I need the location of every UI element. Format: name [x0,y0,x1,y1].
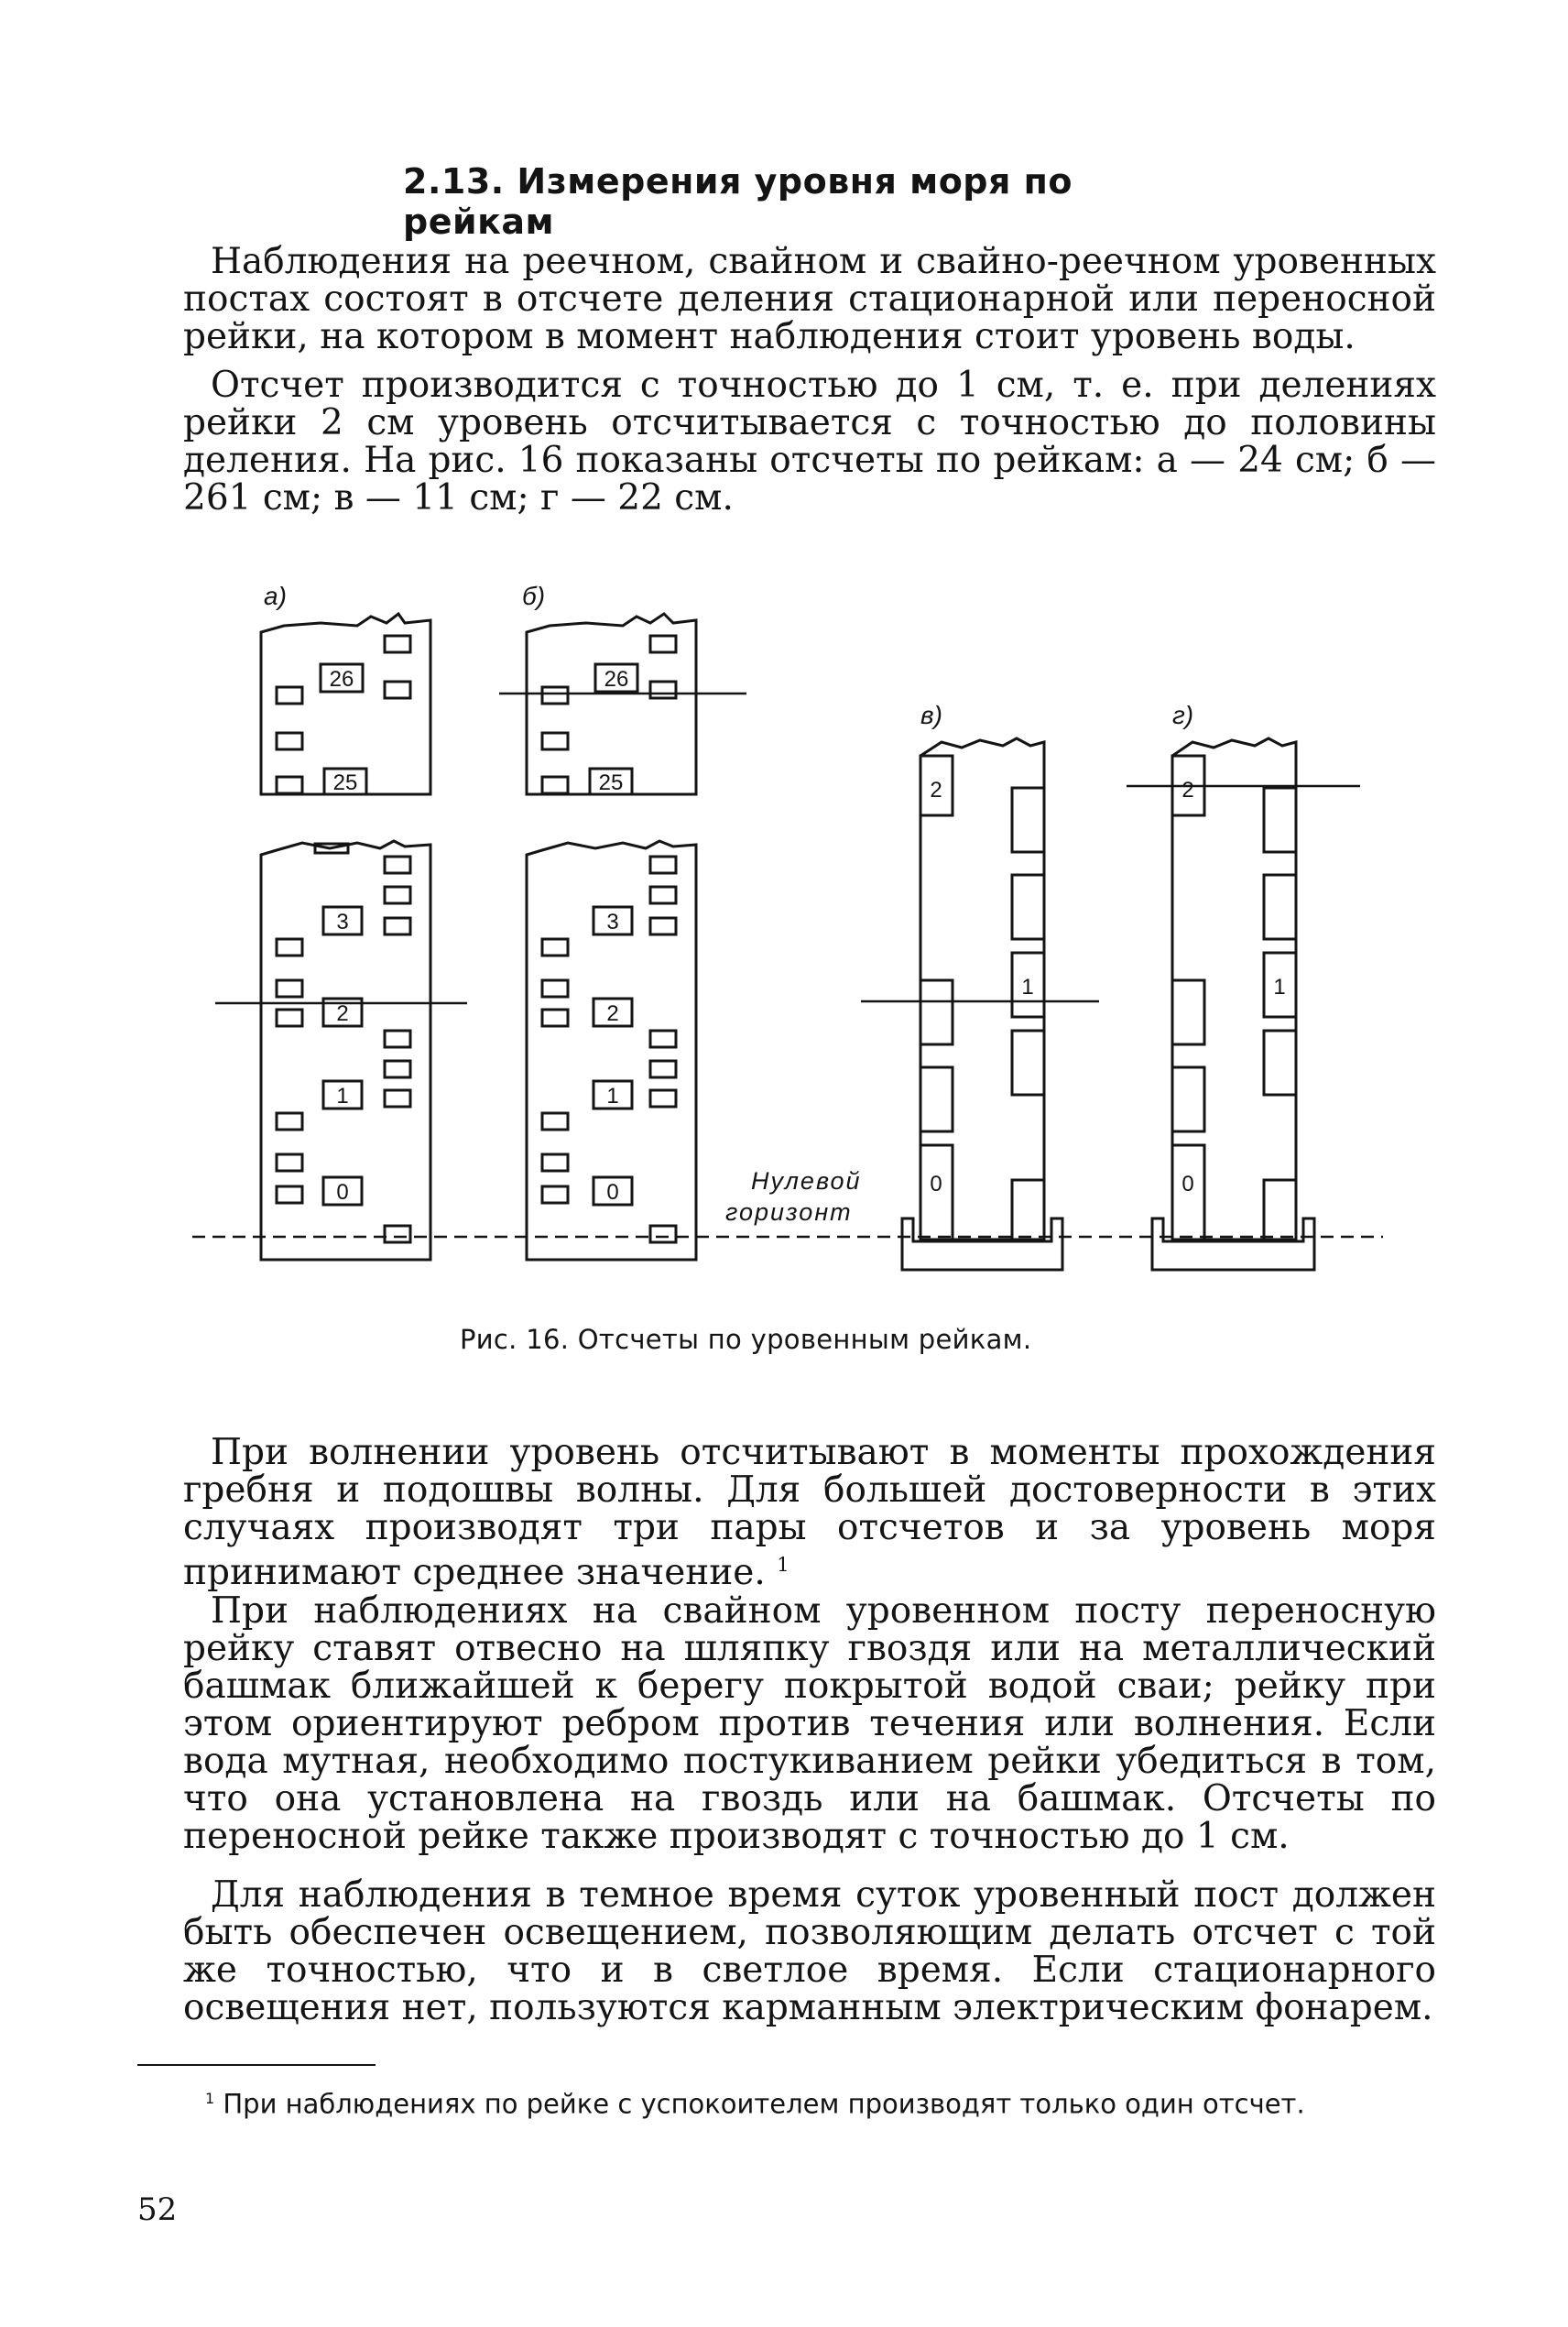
footnote-text: При наблюдениях по рейке с успокоителем производят только один отсчет. [223,2088,1305,2120]
footnote-rule [137,2064,376,2066]
figure-16 [174,568,1401,1283]
digit-a-25: 25 [332,770,358,795]
paragraph-5: Для наблюдения в темное время суток уровенный пост должен быть обеспечен освещением, позволяющим делать отсчет с той же точностью, что и в светлое время. Если стационарного освещения нет, пользуются карманным электрическим фонарем. [183,1874,1436,2028]
footnote [137,2081,1436,2122]
pile-shoe-v [902,1218,1062,1270]
digit-v-2: 2 [930,778,942,803]
digit-v-0: 0 [930,1172,942,1196]
digit-a-26: 26 [329,667,354,692]
section-heading: 2.13. Измерения уровня моря по рейкам [403,161,1073,242]
label-b: б) [522,582,546,610]
digit-a-3: 3 [336,910,349,934]
label-a: а) [264,582,287,610]
label-v: в) [920,701,942,729]
digit-a-1: 1 [336,1084,349,1109]
digit-b-3: 3 [606,910,619,934]
label-g: г) [1172,701,1194,729]
paragraph-1: Наблюдения на реечном, свайном и свайно-реечном уровенных постах состоят в отсчете деления стационарной или переносной рейки, на котором в момент наблюдения стоит уровень воды. [183,241,1436,357]
digit-b-1: 1 [606,1084,619,1109]
figure-caption: Рис. 16. Отсчеты по уровенным рейкам. [460,1324,1032,1355]
paragraph-3 [183,1434,1436,1591]
digit-v-1: 1 [1021,975,1034,1000]
zero-horizon-label-2: горизонт [725,1198,853,1226]
page-number: 52 [137,2191,178,2228]
paragraph-3-text: При волнении уровень отсчитывают в моменты прохождения гребня и подошвы волны. Для большей достоверности в этих случаях производят три пары отсчетов и за уровень моря принимают среднее значение. [183,1432,1436,1593]
digit-b-0: 0 [606,1180,619,1205]
digit-b-26: 26 [604,667,629,692]
digit-g-2: 2 [1181,778,1194,803]
digit-g-0: 0 [1181,1172,1194,1196]
digit-b-25: 25 [598,770,624,795]
zero-horizon-label-1: Нулевой [751,1167,862,1195]
footnote-ref: 1 [777,1554,789,1577]
footnote-mark: 1 [205,2090,215,2107]
pile-shoe-g [1152,1218,1314,1270]
digit-a-2: 2 [336,1001,349,1026]
digit-g-1: 1 [1273,975,1286,1000]
digit-a-0: 0 [336,1180,349,1205]
digit-b-2: 2 [606,1001,619,1026]
paragraph-2: Отсчет производится с точностью до 1 см, т. е. при делениях рейки 2 см уровень отсчитывается с точностью до половины деления. На рис. 16 показаны отсчеты по рейкам: а — 24 см; б — 261 см; в — 11 см; г — 22 см. [183,365,1436,519]
paragraph-4: При наблюдениях на свайном уровенном посту переносную рейку ставят отвесно на шляпку гвоздя или на металлический башмак ближайшей к берегу покрытой водой сваи; рейку при этом ориентируют ребром против течения или волнения. Если вода мутная, необходимо постукиванием рейки убедиться в том, что она установлена на гвоздь или на башмак. Отсчеты по переносной рейке также производят с точностью до 1 см. [183,1590,1436,1857]
